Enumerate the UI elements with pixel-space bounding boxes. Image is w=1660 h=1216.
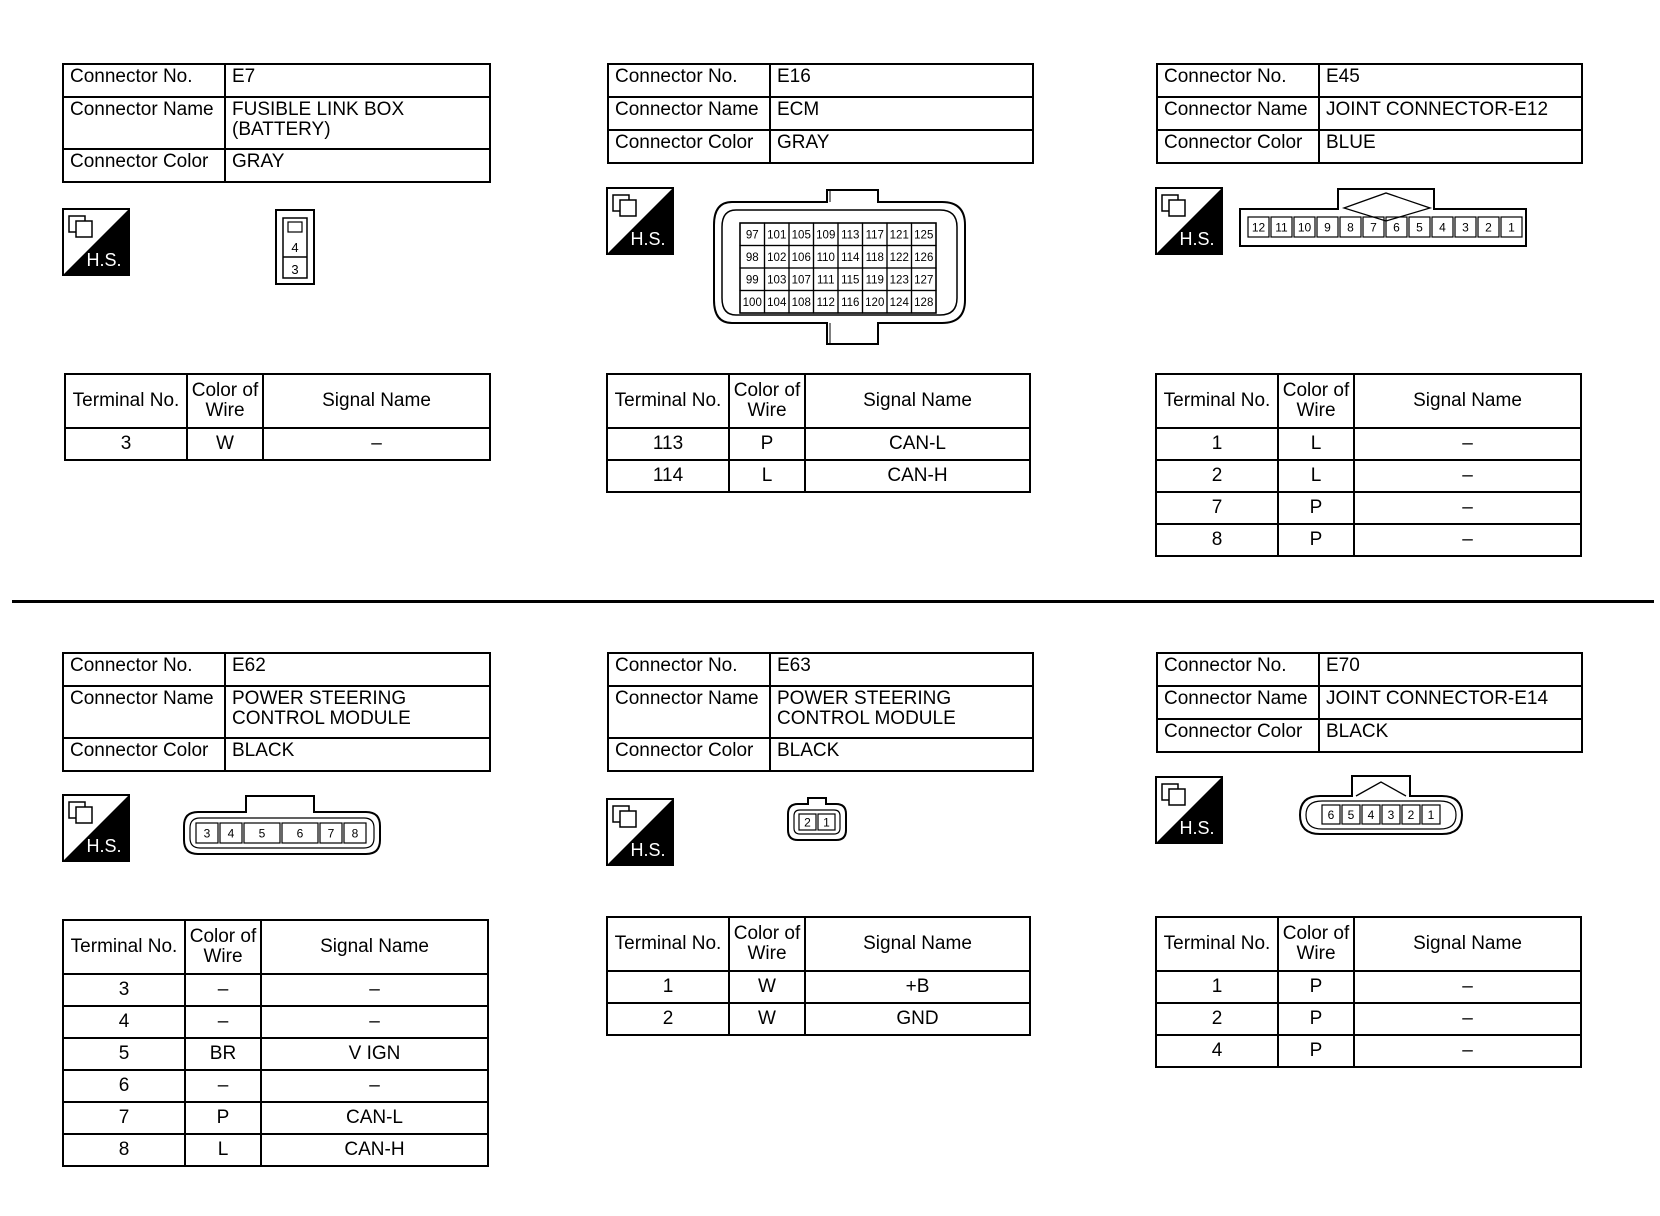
connector-name-value [225,686,490,738]
header-signal-name: Signal Name [263,374,490,428]
hs-label: H.S. [1179,229,1215,249]
pin-label: 110 [816,251,835,264]
connector-no-value: E62 [225,653,490,686]
terminal-table [62,919,489,1167]
pin-label: 7 [327,826,335,841]
header-signal-name: Signal Name [1354,374,1581,428]
table-row: 4 – – [63,1006,488,1038]
pin-label: 121 [889,229,909,242]
connector-name-line2: CONTROL MODULE [777,708,956,729]
pin-label: 105 [791,229,811,242]
connector-color-value: BLACK [1319,719,1582,752]
connector-name-line1: POWER STEERING [777,688,952,709]
terminal-table [1155,373,1582,557]
connector-color-value: BLUE [1319,130,1582,163]
pin-label: 11 [1275,220,1288,235]
label-connector-name: Connector Name [608,686,770,738]
table-row: 5 BR V IGN [63,1038,488,1070]
label-connector-name: Connector Name [608,97,770,130]
pin-label: 2 [804,815,811,830]
pin-label: 100 [742,296,762,309]
header-terminal-no: Terminal No. [607,917,729,971]
pin-label: 122 [889,251,909,264]
hs-label: H.S. [1179,818,1215,838]
pin-label: 3 [1462,220,1469,235]
header-terminal-no: Terminal No. [63,920,185,974]
pin-label: 98 [745,251,759,264]
connector-info-table [607,652,1034,772]
label-connector-name: Connector Name [1157,686,1319,719]
connector-name-value [770,686,1033,738]
label-connector-name: Connector Name [63,686,225,738]
connector-no-value: E16 [770,64,1033,97]
pin-label: 124 [889,296,909,309]
header-color-of-wire: Color of Wire [185,920,261,974]
header-color-of-wire: Color of Wire [1278,374,1354,428]
header-color-of-wire: Color of Wire [1278,917,1354,971]
pin-label: 5 [1347,807,1355,822]
label-connector-no: Connector No. [1157,64,1319,97]
pin-label: 107 [791,274,811,287]
connector-name-line1: POWER STEERING [232,688,407,709]
pin-label: 116 [841,296,860,309]
pin-label: 7 [1370,220,1377,235]
pin-label: 127 [914,274,934,287]
connector-name-value: JOINT CONNECTOR-E14 [1319,686,1582,719]
connector-face-diagram [784,796,850,844]
header-terminal-no: Terminal No. [1156,917,1278,971]
pin-label: 1 [1508,220,1515,235]
connector-face-diagram [180,794,384,858]
connector-info-table [607,63,1034,164]
pin-label: 1 [823,815,830,830]
header-color-of-wire: Color of Wire [729,374,805,428]
label-connector-color: Connector Color [608,738,770,771]
pin-label: 114 [841,251,860,264]
pin-label: 102 [767,251,787,264]
table-row: 114 L CAN-H [607,460,1030,492]
label-connector-no: Connector No. [1157,653,1319,686]
pin-label: 97 [745,229,759,242]
connector-color-value: GRAY [770,130,1033,163]
connector-info-table [62,652,491,772]
table-row: 1 W +B [607,971,1030,1003]
table-row: 8 P – [1156,524,1581,556]
pin-label: 111 [817,274,835,287]
harness-side-icon [62,794,130,862]
connector-face-diagram [712,188,968,348]
label-connector-no: Connector No. [63,653,225,686]
label-connector-no: Connector No. [63,64,225,97]
header-color-of-wire: Color of Wire [729,917,805,971]
pin-label: 101 [767,229,787,242]
table-row: 8 L CAN-H [63,1134,488,1166]
pin-label: 3 [291,262,299,277]
terminal-table [606,916,1031,1036]
terminal-table [1155,916,1582,1068]
connector-name-value: JOINT CONNECTOR-E12 [1319,97,1582,130]
label-connector-color: Connector Color [63,738,225,771]
pin-label: 115 [841,274,860,287]
table-row: 6 – – [63,1070,488,1102]
header-signal-name: Signal Name [1354,917,1581,971]
pin-label: 4 [227,826,235,841]
pin-label: 10 [1297,220,1312,235]
label-connector-color: Connector Color [1157,719,1319,752]
connector-no-value: E63 [770,653,1033,686]
pin-label: 103 [767,274,787,287]
pin-label: 126 [914,251,934,264]
connector-no-value: E45 [1319,64,1582,97]
table-row: 1 P – [1156,971,1581,1003]
pin-label: 2 [1407,807,1415,822]
connector-name-line1: FUSIBLE LINK BOX [232,99,405,120]
pin-label: 6 [296,826,304,841]
pin-label: 3 [1387,807,1395,822]
header-terminal-no: Terminal No. [1156,374,1278,428]
connector-name-value: ECM [770,97,1033,130]
connector-color-value: BLACK [770,738,1033,771]
pin-label: 8 [1347,220,1354,235]
connector-name-line2: CONTROL MODULE [232,708,411,729]
pin-label: 109 [816,229,836,242]
label-connector-color: Connector Color [63,149,225,182]
label-connector-name: Connector Name [1157,97,1319,130]
pin-label: 125 [914,229,934,242]
pin-label: 99 [745,274,759,287]
connector-no-value: E7 [225,64,490,97]
harness-side-icon [606,187,674,255]
table-row: 2 P – [1156,1003,1581,1035]
header-signal-name: Signal Name [261,920,488,974]
pin-label: 106 [791,251,811,264]
connector-info-table [1156,652,1583,753]
harness-side-icon [1155,776,1223,844]
connector-color-value: GRAY [225,149,490,182]
hs-label: H.S. [86,250,122,270]
hs-label: H.S. [86,836,122,856]
pin-label: 3 [203,826,211,841]
pin-label: 1 [1427,807,1435,822]
table-row: 1 L – [1156,428,1581,460]
label-connector-no: Connector No. [608,653,770,686]
connector-name-value [225,97,490,149]
pin-label: 108 [791,296,811,309]
pin-label: 119 [865,274,884,287]
pin-label: 117 [865,229,884,242]
pin-label: 128 [914,296,934,309]
connector-face-diagram [1238,187,1530,249]
table-row: 2 W GND [607,1003,1030,1035]
header-color-of-wire: Color of Wire [187,374,263,428]
harness-side-icon [62,208,130,276]
label-connector-name: Connector Name [63,97,225,149]
connector-no-value: E70 [1319,653,1582,686]
terminal-table [606,373,1031,493]
pin-label: 6 [1393,220,1400,235]
table-row: 3 – – [63,974,488,1006]
header-terminal-no: Terminal No. [607,374,729,428]
pin-label: 4 [291,240,299,255]
header-signal-name: Signal Name [805,374,1030,428]
hs-label: H.S. [630,840,666,860]
pin-label: 113 [841,229,860,242]
table-row: 7 P – [1156,492,1581,524]
pin-label: 8 [351,826,359,841]
connector-face-diagram [1298,774,1466,838]
pin-label: 6 [1327,807,1335,822]
table-row: 7 P CAN-L [63,1102,488,1134]
table-row: 4 P – [1156,1035,1581,1067]
table-row: 2 L – [1156,460,1581,492]
label-connector-color: Connector Color [1157,130,1319,163]
pin-label: 112 [816,296,835,309]
pin-label: 2 [1485,220,1492,235]
header-terminal-no: Terminal No. [65,374,187,428]
pin-label: 120 [865,296,885,309]
connector-info-table [62,63,491,183]
table-row: 3 W – [65,428,490,460]
connector-info-table [1156,63,1583,164]
harness-side-icon [606,798,674,866]
pin-label: 123 [889,274,909,287]
harness-side-icon [1155,187,1223,255]
table-row: 113 P CAN-L [607,428,1030,460]
pin-label: 4 [1367,807,1375,822]
label-connector-no: Connector No. [608,64,770,97]
header-signal-name: Signal Name [805,917,1030,971]
connector-color-value: BLACK [225,738,490,771]
label-connector-color: Connector Color [608,130,770,163]
pin-label: 4 [1439,220,1446,235]
hs-label: H.S. [630,229,666,249]
pin-label: 9 [1324,220,1331,235]
pin-label: 5 [258,826,266,841]
section-divider [12,600,1654,603]
pin-label: 118 [865,251,884,264]
terminal-table [64,373,491,461]
pin-label: 12 [1251,220,1266,235]
connector-face-diagram [274,208,318,288]
connector-name-line2: (BATTERY) [232,119,331,140]
pin-label: 5 [1416,220,1423,235]
pin-label: 104 [767,296,787,309]
